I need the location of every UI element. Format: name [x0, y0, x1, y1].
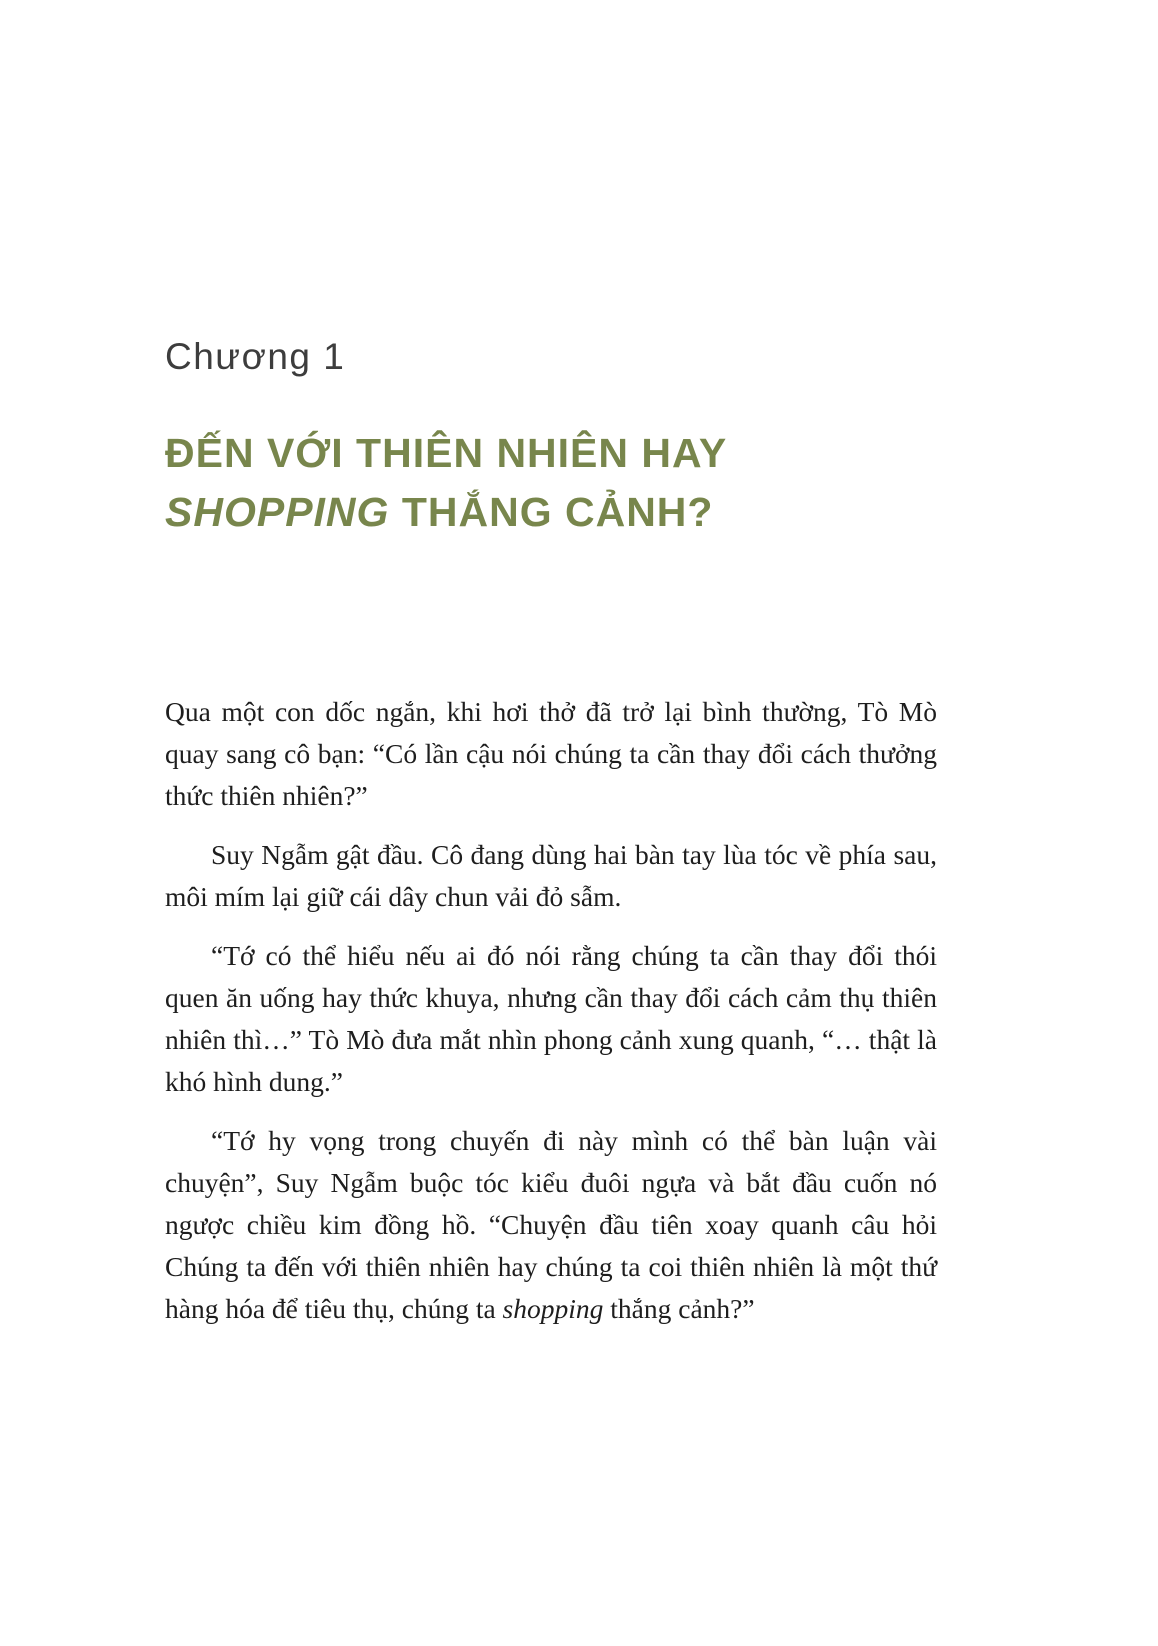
body-text [165, 691, 937, 1330]
paragraph [165, 834, 937, 918]
paragraph [165, 1120, 937, 1330]
page-content [165, 0, 937, 1347]
paragraph [165, 935, 937, 1103]
text-segment: ĐẾN VỚI THIÊN NHIÊN HAY [165, 430, 728, 476]
chapter-label: Chương 1 [165, 336, 346, 377]
text-segment: thắng cảnh?” [603, 1292, 755, 1324]
text-segment: Qua một con dốc ngắn, khi hơi thở đã trở lại bình thường, Tò Mò quay sang cô bạn: “Có lần cậu nói chúng ta cần thay đổi cách thưởng thức thiên nhiên?” [165, 695, 937, 811]
text-segment: “Tớ hy vọng trong chuyến đi này mình có thể bàn luận vài chuyện”, Suy Ngẫm buộc tóc kiểu đuôi ngựa và bắt đầu cuốn nó ngược chiều kim đồng hồ. “Chuyện đầu tiên xoay quanh câu hỏi Chúng ta đến với thiên nhiên hay chúng ta coi thiên nhiên là một thứ hàng hóa để tiêu thụ, chúng ta [165, 1124, 937, 1324]
text-segment: Suy Ngẫm gật đầu. Cô đang dùng hai bàn tay lùa tóc về phía sau, môi mím lại giữ cái dây chun vải đỏ sẫm. [165, 838, 937, 912]
chapter-title-line [165, 424, 937, 483]
paragraph [165, 691, 937, 817]
italic-text-segment: SHOPPING [165, 489, 390, 536]
chapter-title-line [165, 483, 937, 542]
chapter-title [165, 424, 937, 543]
text-segment: THẮNG CẢNH? [389, 489, 714, 536]
italic-text-segment: shopping [502, 1292, 604, 1324]
text-segment: “Tớ có thể hiểu nếu ai đó nói rằng chúng ta cần thay đổi thói quen ăn uống hay thức khuya, nhưng cần thay đổi cách cảm thụ thiên nhiên thì…” Tò Mò đưa mắt nhìn phong cảnh xung quanh, “… thật là khó hình dung.” [165, 939, 937, 1097]
